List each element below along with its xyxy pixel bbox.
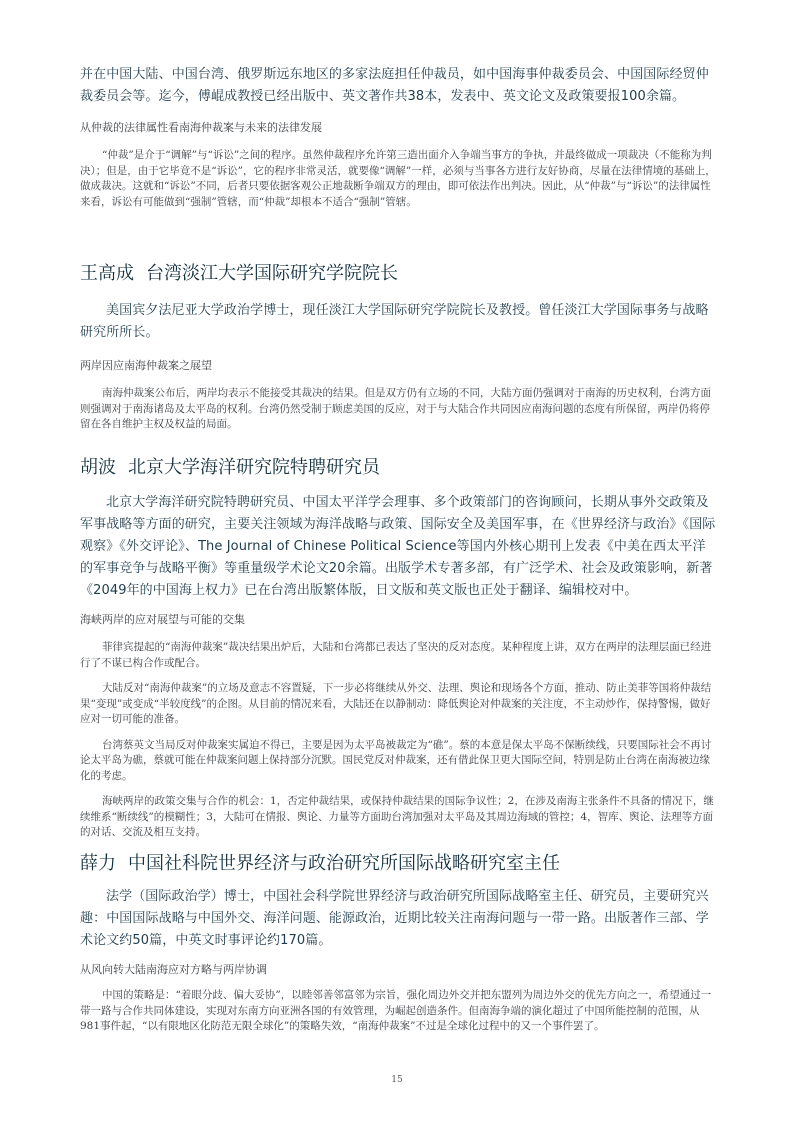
speaker-heading: [80, 456, 718, 480]
intro-topic: 从仲裁的法律属性看南海仲裁案与未来的法律发展: [80, 121, 322, 134]
speaker-heading: [80, 852, 718, 876]
speaker-heading: [80, 262, 718, 286]
speaker-paragraph: 大陆反对“南海仲裁案”的立场及意志不容置疑，下一步必将继续从外交、法理、舆论和现场各个方面，推动、防止美菲等国将仲裁结果“变现”或变成“半较度线”的企图。从目前的情况来看，大陆还在以静制动：降低舆论对仲裁案的关注度，不主动炒作，保持警惕，做好应对一切可能的准备。: [80, 682, 712, 725]
speaker-paragraph: 海峡两岸的政策交集与合作的机会：1，否定仲裁结果，或保持仲裁结果的国际争议性；2，在涉及南海主张条件不具备的情况下，继续维系“断续线”的模糊性；3，大陆可在情报、舆论、力量等方面助台湾加强对太平岛及其周边海域的管控；4，智库、舆论、法理等方面的对话、交流及相互支持。: [80, 795, 714, 838]
speaker-section-xue: [80, 852, 718, 1035]
speaker-name: 薛力: [80, 853, 116, 874]
speaker-section-hu: [80, 456, 718, 841]
page-number: 15: [391, 1075, 403, 1085]
speaker-bio: 法学（国际政治学）博士，中国社会科学院世界经济与政治研究所国际战略室主任、研究员，主要研究兴趣：中国国际战略与中国外交、海洋问题、能源政治，近期比较关注南海问题与一带一路。出版著作三部、学术论文约50篇，中英文时事评论约170篇。: [80, 889, 709, 948]
speaker-title: 北京大学海洋研究院特聘研究员: [128, 457, 380, 478]
speaker-topic: 从风向转大陆南海应对方略与两岸协调: [80, 963, 267, 976]
speaker-topic: 两岸因应南海仲裁案之展望: [80, 359, 212, 372]
speaker-name: 胡波: [80, 457, 116, 478]
intro-bio: 并在中国大陆、中国台湾、俄罗斯远东地区的多家法庭担任仲裁员，如中国海事仲裁委员会、中国国际经贸仲裁委员会等。迄今，傅崐成教授已经出版中、英文著作共38本，发表中、英文论文及政策要报100余篇。: [80, 67, 709, 104]
speaker-bio: 北京大学海洋研究院特聘研究员、中国太平洋学会理事、多个政策部门的咨询顾问，长期从事外交政策及军事战略等方面的研究，主要关注领域为海洋战略与政策、国际安全及美国军事，在《世界经济与政治》《国际观察》《外交评论》、The Journal of Chinese Political Science等国内外核心期刊上发表《中美在西太平洋的军事竞争与战略平衡》等重量级学术论文20余篇。出版学术专著多部，有广泛学术、社会及政策影响，新著《2049年的中国海上权力》已在台湾出版繁体版，日文版和英文版也正处于翻译、编辑校对中。: [80, 495, 716, 598]
intro-paragraph: “仲裁”是介于“调解”与“诉讼”之间的程序。虽然仲裁程序允许第三造出面介入争端当事方的争执，并最终做成一项裁决（不能称为判决）；但是，由于它毕竟不是“诉讼”，它的程序非常灵活，就要像“调解”一样，必须与当事各方进行友好协商，尽量在法律情境的基础上，做成裁决。这就和“诉讼”不同，后者只要依据客观公正地裁断争端双方的理由，即可依法作出判决。因此，从“仲裁”与“诉讼”的法律属性来看，诉讼有可能做到“强制”管辖，而“仲裁”却根本不适合“强制”管辖。: [80, 149, 716, 208]
speaker-name: 王高成: [80, 263, 134, 284]
speaker-title: 中国社科院世界经济与政治研究所国际战略研究室主任: [128, 853, 560, 874]
speaker-bio: 美国宾夕法尼亚大学政治学博士，现任淡江大学国际研究学院院长及教授。曾任淡江大学国际事务与战略研究所所长。: [80, 303, 709, 340]
speaker-paragraph: 台湾蔡英文当局反对仲裁案实属迫不得已，主要是因为太平岛被裁定为“礁”。蔡的本意是保太平岛不保断续线，只要国际社会不再讨论太平岛为礁，蔡就可能在仲裁案问题上保持部分沉默。国民党反对仲裁案，还有借此保卫更大国际空间，特别是防止台湾在南海被边缘化的考虑。: [80, 738, 712, 782]
speaker-paragraph: 南海仲裁案公布后，两岸均表示不能接受其裁决的结果。但是双方仍有立场的不同，大陆方面仍强调对于南海的历史权利，台湾方面则强调对于南海诸岛及太平岛的权利。台湾仍然受制于顾虑美国的反应，对于与大陆合作共同因应南海问题的态度有所保留，两岸仍将停留在各自维护主权及权益的局面。: [80, 387, 711, 430]
speaker-section-wang: [80, 262, 718, 433]
intro-section: [80, 64, 718, 210]
speaker-paragraph: 中国的策略是：“着眼分歧、偏大妥协”，以睦邻善邻富邻为宗旨，强化周边外交并把东盟列为周边外交的优先方向之一，希望通过一带一路与合作共同体建设，实现对东南方向亚洲各国的有效管理，为崛起创造条件。但南海争端的演化超过了中国所能控制的范围，从981事件起，“以有限地区化防范无限全球化”的策略失效，“南海仲裁案”不过是全球化过程中的又一个事件罢了。: [80, 989, 712, 1032]
speaker-topic: 海峡两岸的应对展望与可能的交集: [80, 613, 245, 626]
speaker-title: 台湾淡江大学国际研究学院院长: [146, 263, 398, 284]
speaker-paragraph: 菲律宾提起的“南海仲裁案”裁决结果出炉后，大陆和台湾都已表达了坚决的反对态度。某种程度上讲，双方在两岸的法理层面已经进行了不谋已构合作或配合。: [80, 641, 712, 669]
